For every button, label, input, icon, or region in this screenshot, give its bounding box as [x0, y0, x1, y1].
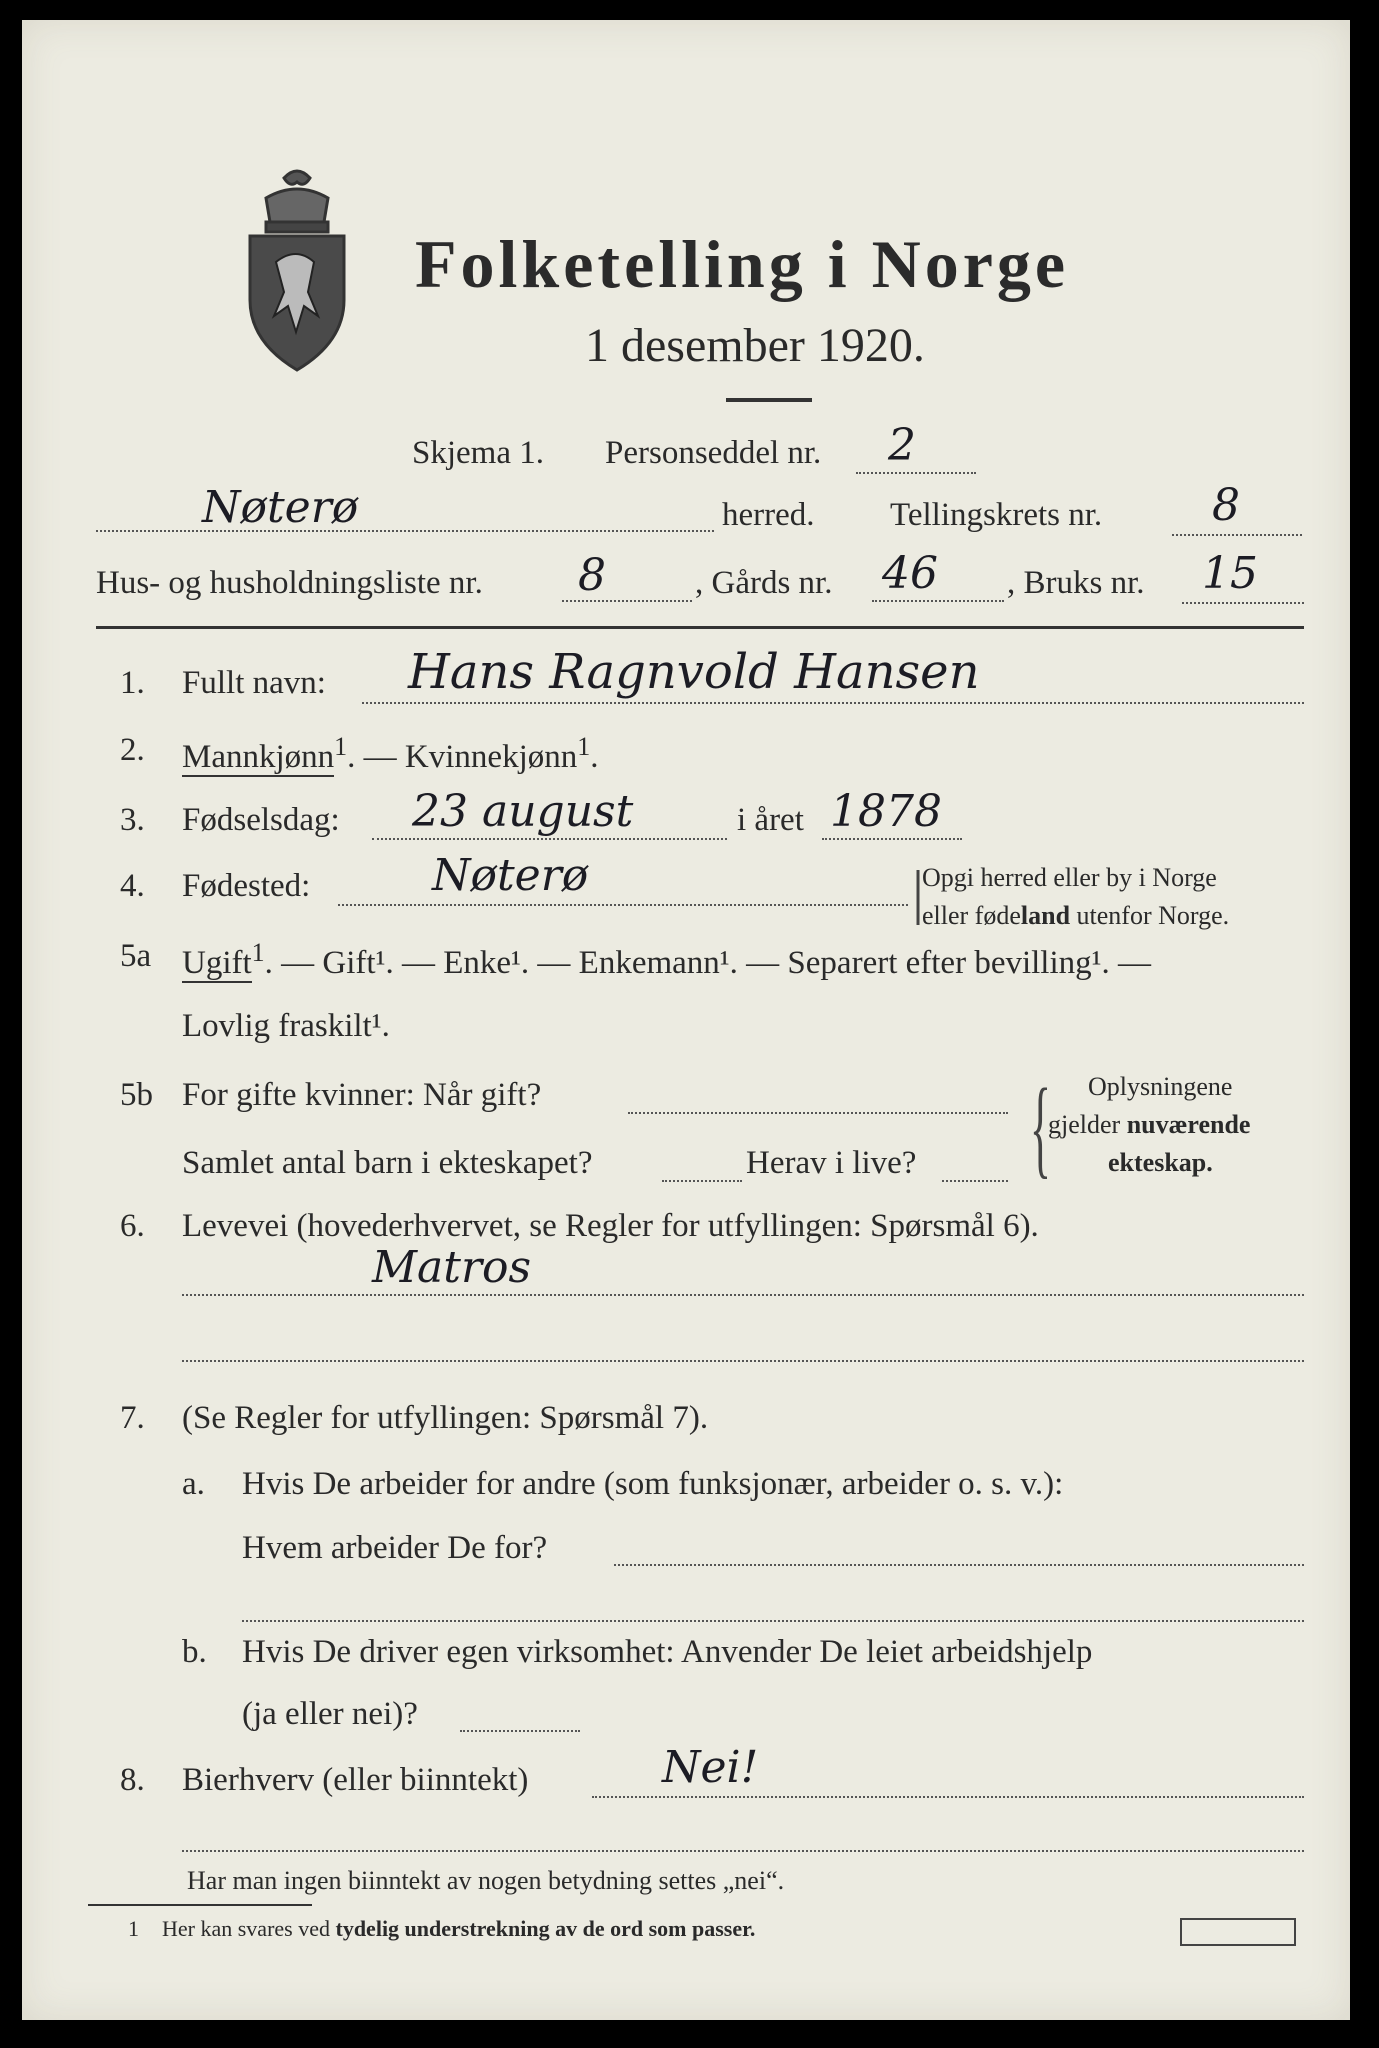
q2-number: 2.: [120, 732, 145, 768]
q4-label: Fødested:: [182, 868, 311, 904]
q5a-options: Ugift$^1$. — Gift¹. — Enke¹. — Enkemann¹. — Separert efter bevilling¹. —: [182, 938, 1152, 981]
bruks-line: [1182, 602, 1304, 604]
q6-label: Levevei (hovederhvervet, se Regler for utfyllingen: Spørsmål 6).: [182, 1208, 1039, 1244]
bruks-value[interactable]: 15: [1202, 548, 1258, 599]
q8-line: [592, 1796, 1304, 1798]
q4-note-1: Opgi herred eller by i Norge: [922, 863, 1217, 892]
q6-line-1: [182, 1294, 1304, 1296]
q6-occupation-value[interactable]: Matros: [372, 1242, 532, 1293]
q1-line: [362, 702, 1304, 704]
form-date: 1 desember 1920.: [585, 319, 925, 372]
q3-year-value[interactable]: 1878: [830, 786, 942, 837]
q4-brace: |: [912, 859, 925, 925]
q7a-letter: a.: [182, 1466, 205, 1502]
q5b-note-2: gjelder nuværende: [1048, 1110, 1251, 1139]
q7-number: 7.: [120, 1400, 145, 1436]
q7a-line-1: Hvis De arbeider for andre (som funksjonær, arbeider o. s. v.):: [242, 1466, 1064, 1502]
q5b-note-3: ekteskap.: [1108, 1148, 1213, 1177]
q5b-children-line: [662, 1180, 742, 1182]
herred-label: herred.: [722, 497, 815, 533]
q4-number: 4.: [120, 868, 145, 904]
q5a-number: 5a: [120, 938, 152, 974]
q1-label: Fullt navn:: [182, 665, 326, 701]
q2-male-option[interactable]: Mannkjønn: [182, 739, 335, 775]
q5b-alive-label: Herav i live?: [746, 1145, 917, 1181]
hus-label: Hus- og husholdningsliste nr.: [96, 565, 483, 601]
form-title: Folketelling i Norge: [415, 226, 1070, 302]
q5b-line-1: For gifte kvinner: Når gift?: [182, 1077, 542, 1113]
footnote-text: Her kan svares ved tydelig understrekning av de ord som passer.: [162, 1916, 756, 1941]
q3-year-label: i året: [737, 802, 804, 838]
q5a-ugift-option[interactable]: Ugift: [182, 945, 252, 981]
gards-line: [872, 600, 1004, 602]
footnote-rule: [88, 1904, 312, 1906]
q7a-line-extra: [242, 1620, 1304, 1622]
tellingskrets-label: Tellingskrets nr.: [890, 497, 1103, 533]
tellingskrets-line: [1172, 534, 1302, 536]
q3-number: 3.: [120, 802, 145, 838]
header-rule: [96, 626, 1304, 629]
personseddel-value[interactable]: 2: [888, 420, 916, 471]
q5b-number: 5b: [120, 1077, 153, 1113]
personseddel-label: Personseddel nr.: [605, 435, 822, 471]
q7b-line-1: Hvis De driver egen virksomhet: Anvender De leiet arbeidshjelp: [242, 1634, 1093, 1670]
coat-of-arms-icon: [244, 158, 350, 374]
q5a-line-2: Lovlig fraskilt¹.: [182, 1008, 390, 1044]
census-form-page: [22, 20, 1350, 2020]
printer-stamp: [1180, 1918, 1296, 1946]
q5b-note-1: Oplysningene: [1088, 1072, 1233, 1101]
q6-number: 6.: [120, 1208, 145, 1244]
q6-line-2: [182, 1360, 1304, 1362]
q5b-children-label: Samlet antal barn i ekteskapet?: [182, 1145, 593, 1181]
q1-full-name[interactable]: Hans Ragnvold Hansen: [408, 644, 980, 700]
q1-number: 1.: [120, 665, 145, 701]
q7-label: (Se Regler for utfyllingen: Spørsmål 7).: [182, 1400, 709, 1436]
q4-note-2: eller fødeland utenfor Norge.: [922, 901, 1230, 930]
q8-number: 8.: [120, 1762, 145, 1798]
biinntekt-note: Har man ingen biinntekt av nogen betydning settes „nei“.: [187, 1866, 785, 1895]
herred-value[interactable]: Nøterø: [202, 482, 359, 533]
q5b-brace: {: [1029, 1066, 1051, 1188]
hus-value[interactable]: 8: [578, 550, 606, 601]
q2-female-option[interactable]: Kvinnekjønn: [404, 739, 578, 775]
q4-line: [338, 904, 908, 906]
q7a-line-2: Hvem arbeider De for?: [242, 1530, 548, 1566]
gards-value[interactable]: 46: [882, 548, 938, 599]
q3-label: Fødselsdag:: [182, 802, 340, 838]
herred-line: [96, 530, 714, 532]
bruks-label: , Bruks nr.: [1007, 565, 1145, 601]
gards-label: , Gårds nr.: [695, 565, 833, 601]
skjema-label: Skjema 1.: [412, 435, 544, 471]
q8-value[interactable]: Nei!: [662, 1742, 759, 1793]
tellingskrets-value[interactable]: 8: [1212, 480, 1240, 531]
q5b-married-line: [628, 1112, 1008, 1114]
q8-line-2: [182, 1850, 1304, 1852]
q5b-alive-line: [942, 1180, 1008, 1182]
q2-options: Mannkjønn$^1$. — Kvinnekjønn$^1$.: [182, 732, 599, 775]
q3-date-line: [372, 838, 727, 840]
personseddel-line: [856, 472, 976, 474]
q7b-answer-line: [460, 1730, 580, 1732]
footnote-number: 1: [128, 1916, 139, 1941]
q4-birthplace-value[interactable]: Nøterø: [432, 850, 589, 901]
q3-year-line: [822, 838, 962, 840]
title-divider: [726, 398, 812, 402]
q7a-employer-line: [614, 1564, 1304, 1566]
q8-label: Bierhverv (eller biinntekt): [182, 1762, 529, 1798]
q3-birthday-value[interactable]: 23 august: [412, 786, 634, 837]
q7b-letter: b.: [182, 1634, 207, 1670]
q7b-line-2: (ja eller nei)?: [242, 1696, 418, 1732]
